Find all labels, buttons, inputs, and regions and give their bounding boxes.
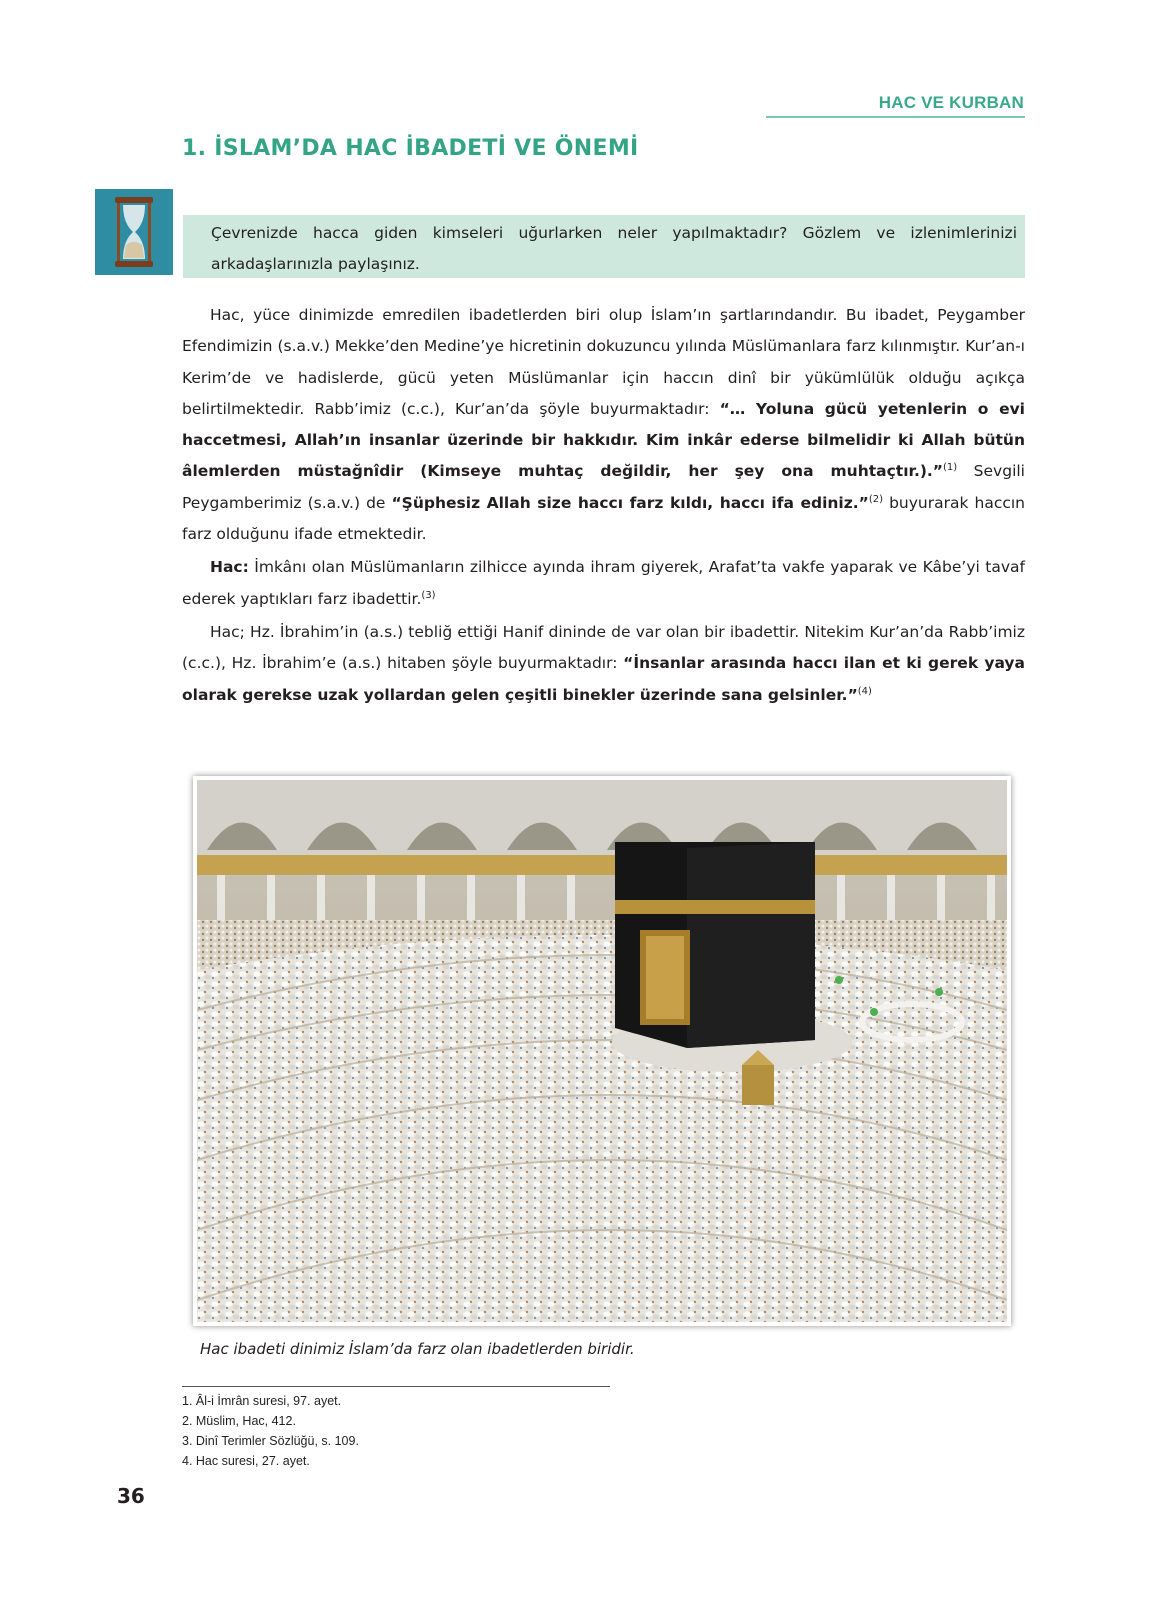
- footnote-item: 1. Âl-i İmrân suresi, 97. ayet.: [182, 1394, 342, 1408]
- body-text: [182, 300, 1025, 713]
- kaaba-photo: [197, 780, 1007, 1322]
- hadith-quote: “Şüphesiz Allah size haccı farz kıldı, haccı ifa ediniz.”: [391, 493, 869, 512]
- definition-term: Hac:: [210, 558, 249, 577]
- header-rule: [766, 116, 1025, 118]
- kaaba-photo-frame: [193, 776, 1011, 1326]
- footnote-item: 4. Hac suresi, 27. ayet.: [182, 1454, 310, 1468]
- footnote-rule: [182, 1386, 610, 1387]
- footnote-item: 2. Müslim, Hac, 412.: [182, 1414, 296, 1428]
- footnotes: [182, 1391, 359, 1471]
- page-number: 36: [117, 1484, 145, 1508]
- quran-quote-2: “İnsanlar arasında haccı ilan et ki gerek yaya olarak gerekse uzak yollardan gelen çeşitli binekler üzerinde sana gelsinler.”: [182, 654, 1025, 704]
- paragraph-2: Hac: İmkânı olan Müslümanların zilhicce ayında ihram giyerek, Arafat’ta vakfe yaparak ve Kâbe’yi tavaf ederek yaptıkları farz ibadettir.$^{(3)}$: [182, 558, 1025, 608]
- paragraph-1: Hac, yüce dinimizde emredilen ibadetlerden biri olup İslam’ın şartlarındandır. Bu ibadet, Peygamber Efendimizin (s.a.v.) Mekke’den Medine’ye hicretinin dokuzuncu yılında Müslümanlara farz kılınmıştır. Kur’an-ı Kerim’de ve hadislerde, gücü yeten Müslümanlar için haccın dinî bir yükümlülük olduğu açıkça belirtilmektedir. Rabb’imiz (c.c.), Kur’an’da şöyle buyurmaktadır: “… Yoluna gücü yetenlerin o evi haccetmesi, Allah’ın insanlar üzerinde bir hakkıdır. Kim inkâr ederse bilmelidir ki Allah bütün âlemlerden müstağnîdir (Kimseye muhtaç değildir, her şey ona muhtaçtır.).”$^{(1)}$ Sevgili Peygamberimiz (s.a.v.) de “Şüphesiz Allah size haccı farz kıldı, haccı ifa ediniz.”$^{(2)}$ buyurarak haccın farz olduğunu ifade etmektedir.: [182, 306, 1026, 544]
- figure-caption: Hac ibadeti dinimiz İslam’da farz olan ibadetlerden biridir.: [200, 1340, 635, 1358]
- hourglass-icon: [95, 189, 173, 275]
- running-header-title: HAC VE KURBAN: [878, 93, 1024, 112]
- paragraph-3: Hac; Hz. İbrahim’in (a.s.) tebliğ ettiği Hanif dininde de var olan bir ibadettir. Nitekim Kur’an’da Rabb’imiz (c.c.), Hz. İbrahim’e (a.s.) hitaben şöyle buyurmaktadır: “İnsanlar arasında haccı ilan et ki gerek yaya olarak gerekse uzak yollardan gelen çeşitli binekler üzerinde sana gelsinler.”$^{(4)}$: [182, 622, 1025, 704]
- section-title: 1. İSLAM’DA HAC İBADETİ VE ÖNEMİ: [182, 136, 639, 161]
- quran-quote: “… Yoluna gücü yetenlerin o evi haccetmesi, Allah’ın insanlar üzerinde bir hakkıdır. Kim inkâr ederse bilmelidir ki Allah bütün âlemlerden müstağnîdir (Kimseye muhtaç değildir, her şey ona muhtaçtır.).”: [182, 399, 1025, 481]
- prompt-text: Çevrenizde hacca giden kimseleri uğurlarken neler yapılmaktadır? Gözlem ve izlenimlerinizi arkadaşlarınızla paylaşınız.: [211, 224, 1017, 273]
- footnote-item: 3. Dinî Terimler Sözlüğü, s. 109.: [182, 1434, 359, 1448]
